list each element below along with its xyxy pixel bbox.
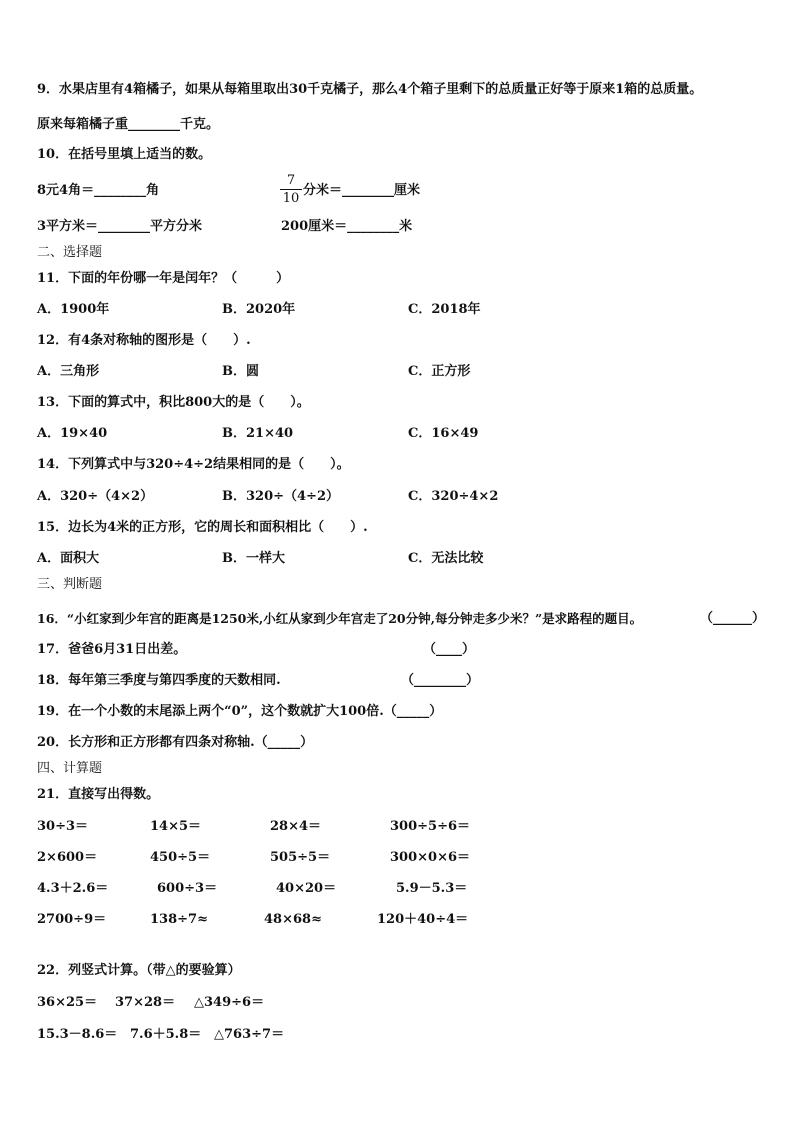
q21-item: 505÷5＝ xyxy=(270,850,331,865)
q18-answer-blank: （________） xyxy=(401,673,480,688)
q18-statement: 18．每年第三季度与第四季度的天数相同. xyxy=(37,673,281,688)
q11-option-a: A．1900年 xyxy=(37,302,110,317)
q9-line1: 9．水果店里有4箱橘子，如果从每箱里取出30千克橘子，那么4个箱子里剩下的总质量正好等于原来1箱的总质量。 xyxy=(37,82,703,97)
fraction-bar xyxy=(280,189,302,190)
q22-item: △763÷7＝ xyxy=(214,1027,285,1042)
q14-question: 14．下列算式中与320÷4÷2结果相同的是（ ）。 xyxy=(37,457,350,472)
q22-title: 22．列竖式计算。（带△的要验算） xyxy=(37,963,241,978)
q14-option-a: A．320÷（4×2） xyxy=(37,489,154,504)
q21-item: 48×68≈ xyxy=(264,912,322,927)
q15-question: 15．边长为4米的正方形，它的周长和面积相比（ ）. xyxy=(37,520,368,535)
section-heading-judgement: 三、判断题 xyxy=(37,577,103,592)
q11-option-b: B．2020年 xyxy=(222,302,296,317)
q10-b: 分米＝________厘米 xyxy=(303,183,421,198)
q22-item: 36×25＝ xyxy=(37,995,98,1010)
section-heading-calculation: 四、计算题 xyxy=(37,761,103,776)
q22-item: 37×28＝ xyxy=(115,995,176,1010)
q16-answer-blank: （______） xyxy=(700,611,766,626)
q11-option-c: C．2018年 xyxy=(408,302,481,317)
q9-line2: 原来每箱橘子重________千克。 xyxy=(37,117,220,132)
q21-item: 450÷5＝ xyxy=(150,850,211,865)
q13-option-b: B．21×40 xyxy=(222,426,294,441)
q15-option-a: A．面积大 xyxy=(37,551,100,566)
q22-item: 15.3－8.6＝ xyxy=(37,1027,118,1042)
q12-option-c: C．正方形 xyxy=(408,364,471,379)
q14-option-b: B．320÷（4÷2） xyxy=(222,489,340,504)
q13-option-a: A．19×40 xyxy=(37,426,108,441)
q17-answer-blank: （____） xyxy=(423,642,476,657)
q22-item: △349÷6＝ xyxy=(194,995,265,1010)
q12-option-b: B．圆 xyxy=(222,364,259,379)
q22-item: 7.6＋5.8＝ xyxy=(130,1027,202,1042)
q21-item: 600÷3＝ xyxy=(157,881,218,896)
q21-title: 21．直接写出得数。 xyxy=(37,787,160,802)
q20-statement: 20．长方形和正方形都有四条对称轴.（_____） xyxy=(37,735,314,750)
q17-statement: 17．爸爸6月31日出差。 xyxy=(37,642,187,657)
q14-option-c: C．320÷4×2 xyxy=(408,489,499,504)
q15-option-b: B．一样大 xyxy=(222,551,285,566)
q13-option-c: C．16×49 xyxy=(408,426,479,441)
q12-option-a: A．三角形 xyxy=(37,364,100,379)
q21-item: 5.9－5.3＝ xyxy=(396,881,468,896)
q10-fraction xyxy=(280,173,302,206)
q16-statement: 16．“小红家到少年宫的距离是1250米,小红从家到少年宫走了20分钟,每分钟走多少米？”是求路程的题目。 xyxy=(37,611,643,626)
q21-item: 28×4＝ xyxy=(270,819,322,834)
q11-question: 11．下面的年份哪一年是闰年？（ ） xyxy=(37,271,290,286)
q21-item: 40×20＝ xyxy=(276,881,337,896)
section-heading-choice: 二、选择题 xyxy=(37,245,103,260)
q13-question: 13．下面的算式中，积比800大的是（ ）。 xyxy=(37,395,310,410)
q21-item: 2700÷9＝ xyxy=(37,912,107,927)
q21-item: 30÷3＝ xyxy=(37,819,89,834)
fraction-denominator: 10 xyxy=(282,191,300,206)
q21-item: 14×5＝ xyxy=(150,819,202,834)
q15-option-c: C．无法比较 xyxy=(408,551,484,566)
q19-statement: 19．在一个小数的末尾添上两个“0”，这个数就扩大100倍.（_____） xyxy=(37,704,443,719)
q21-item: 300÷5÷6＝ xyxy=(390,819,471,834)
q21-item: 120＋40÷4＝ xyxy=(377,912,469,927)
q21-item: 2×600＝ xyxy=(37,850,98,865)
q21-item: 300×0×6＝ xyxy=(390,850,471,865)
q10-c: 3平方米＝________平方分米 xyxy=(37,219,203,234)
q21-item: 138÷7≈ xyxy=(150,912,208,927)
q12-question: 12．有4条对称轴的图形是（ ）. xyxy=(37,333,251,348)
q10-d: 200厘米＝________米 xyxy=(281,219,413,234)
q10-title: 10．在括号里填上适当的数。 xyxy=(37,147,212,162)
q10-a: 8元4角＝________角 xyxy=(37,183,160,198)
fraction-numerator: 7 xyxy=(286,173,296,188)
q21-item: 4.3＋2.6＝ xyxy=(37,881,109,896)
